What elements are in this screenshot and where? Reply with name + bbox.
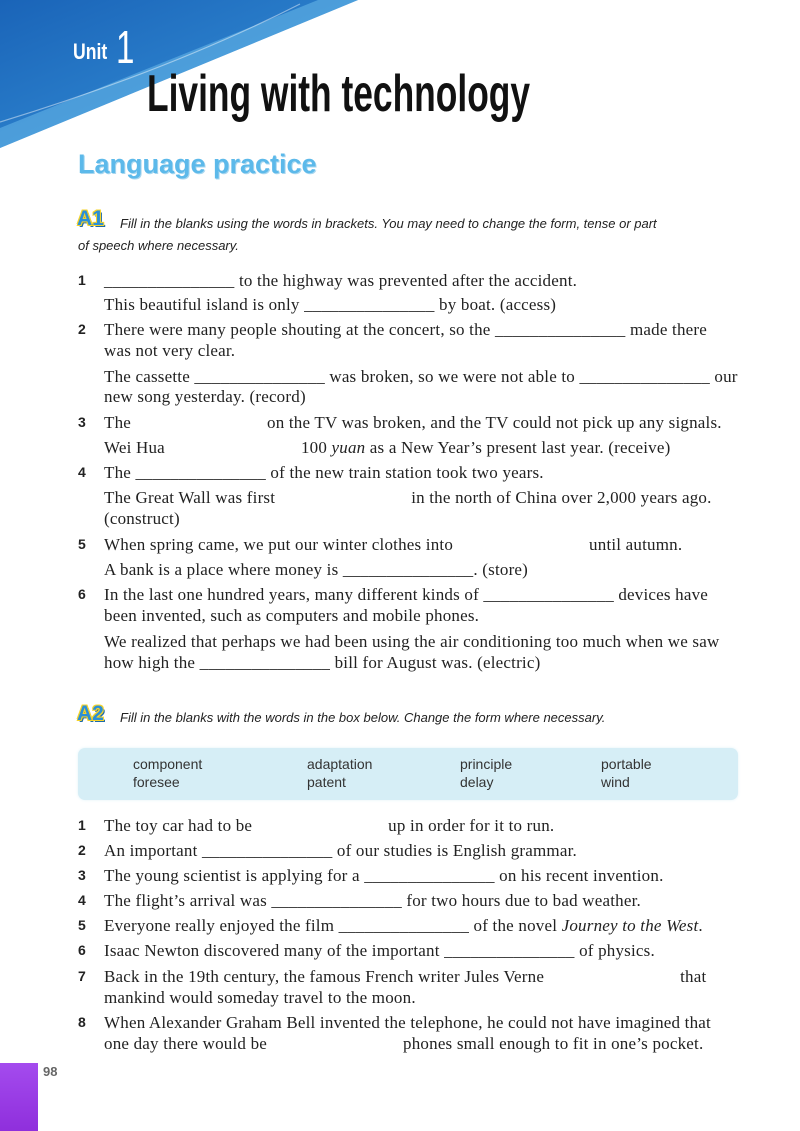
line-text: Wei Hua <box>104 438 165 457</box>
answer-blank <box>252 830 388 831</box>
exercise-instruction: Fill in the blanks with the words in the box below. Change the form where necessary. <box>120 710 606 725</box>
answer-blank <box>544 981 680 982</box>
answer-blank <box>267 1048 403 1049</box>
unit-label: Unit <box>73 39 108 64</box>
line-text: on the TV was broken, and the TV could not pick up any signals. <box>267 413 722 432</box>
exercise-line: mankind would someday travel to the moon. <box>104 988 416 1007</box>
line-text: . <box>698 916 703 935</box>
exercise-line <box>104 487 712 508</box>
exercise-line: When Alexander Graham Bell invented the telephone, he could not have imagined that <box>104 1013 711 1032</box>
line-text: The <box>104 413 132 432</box>
italic-title: Journey to the West <box>561 916 699 935</box>
word-box-word: foresee <box>133 774 180 790</box>
item-number: 6 <box>78 942 86 958</box>
item-number: 2 <box>78 842 86 858</box>
page-number: 98 <box>43 1064 58 1079</box>
exercise-instruction: Fill in the blanks using the words in brackets. You may need to change the form, tense or part <box>120 216 657 231</box>
exercise-line: A bank is a place where money is _______________. (store) <box>104 560 529 579</box>
exercise-line <box>104 1033 703 1054</box>
exercise-line <box>104 815 554 836</box>
word-box-word: patent <box>307 774 346 790</box>
line-text: until autumn. <box>589 535 683 554</box>
line-text: phones small enough to fit in one’s pocket. <box>403 1034 704 1053</box>
line-text: 100 <box>300 438 332 457</box>
item-number: 2 <box>78 321 86 337</box>
line-text: in the north of China over 2,000 years ago. <box>411 488 712 507</box>
word-box-word: component <box>133 756 203 772</box>
item-number: 4 <box>78 892 86 908</box>
exercise-line <box>104 412 722 433</box>
exercise-line: This beautiful island is only _______________ by boat. (access) <box>104 295 557 314</box>
exercise-line: how high the _______________ bill for August was. (electric) <box>104 653 541 672</box>
exercise-line: In the last one hundred years, many different kinds of _______________ devices have <box>104 585 709 604</box>
item-number: 3 <box>78 414 86 430</box>
answer-blank <box>275 502 411 503</box>
line-text: When spring came, we put our winter clothes into <box>104 535 454 554</box>
item-number: 5 <box>78 917 86 933</box>
item-number: 7 <box>78 968 86 984</box>
exercise-line: There were many people shouting at the concert, so the _______________ made there <box>104 320 707 339</box>
item-number: 1 <box>78 272 86 288</box>
word-box-word: adaptation <box>307 756 373 772</box>
exercise-line: was not very clear. <box>104 341 236 360</box>
exercise-line: The _______________ of the new train station took two years. <box>104 463 544 482</box>
exercise-line: An important _______________ of our studies is English grammar. <box>104 841 577 860</box>
exercise-line: new song yesterday. (record) <box>104 387 306 406</box>
line-text: as a New Year’s present last year. (receive) <box>365 438 671 457</box>
exercise-line: The young scientist is applying for a _______________ on his recent invention. <box>104 866 664 885</box>
exercise-badge-a2: A2 <box>77 702 104 725</box>
line-text: Back in the 19th century, the famous French writer Jules Verne <box>104 967 545 986</box>
word-box-word: wind <box>601 774 630 790</box>
answer-blank <box>131 427 267 428</box>
item-number: 4 <box>78 464 86 480</box>
exercise-line: The flight’s arrival was _______________ for two hours due to bad weather. <box>104 891 641 910</box>
item-number: 8 <box>78 1014 86 1030</box>
word-box-word: delay <box>460 774 494 790</box>
exercise-line <box>104 534 682 555</box>
exercise-instruction: of speech where necessary. <box>78 238 239 253</box>
line-text: The toy car had to be <box>104 816 253 835</box>
word-box <box>78 748 738 800</box>
word-box-word: portable <box>601 756 652 772</box>
page-tab <box>0 1063 38 1131</box>
line-text: up in order for it to run. <box>388 816 555 835</box>
exercise-line <box>104 437 670 458</box>
word-box-word: principle <box>460 756 513 772</box>
line-text: that <box>680 967 707 986</box>
exercise-line: been invented, such as computers and mobile phones. <box>104 606 480 625</box>
exercise-line <box>104 915 703 936</box>
line-text: The Great Wall was first <box>104 488 276 507</box>
exercise-line <box>104 966 706 987</box>
item-number: 3 <box>78 867 86 883</box>
italic-word: yuan <box>331 438 366 457</box>
page-title: Living with technology <box>147 65 531 123</box>
item-number: 1 <box>78 817 86 833</box>
item-number: 6 <box>78 586 86 602</box>
section-title: Language practice <box>78 149 317 179</box>
exercise-line: _______________ to the highway was prevented after the accident. <box>104 271 578 290</box>
exercise-line: Isaac Newton discovered many of the important _______________ of physics. <box>104 941 655 960</box>
item-number: 5 <box>78 536 86 552</box>
unit-number: 1 <box>116 21 135 73</box>
exercise-badge-a1: A1 <box>77 207 104 230</box>
exercise-line: (construct) <box>104 509 180 528</box>
exercise-line: We realized that perhaps we had been using the air conditioning too much when we saw <box>104 632 720 651</box>
exercise-line: The cassette _______________ was broken, so we were not able to _______________ our <box>104 367 738 386</box>
answer-blank <box>165 452 301 453</box>
line-text: Everyone really enjoyed the film _______________ of the novel <box>104 916 562 935</box>
line-text: one day there would be <box>104 1034 268 1053</box>
answer-blank <box>453 549 589 550</box>
